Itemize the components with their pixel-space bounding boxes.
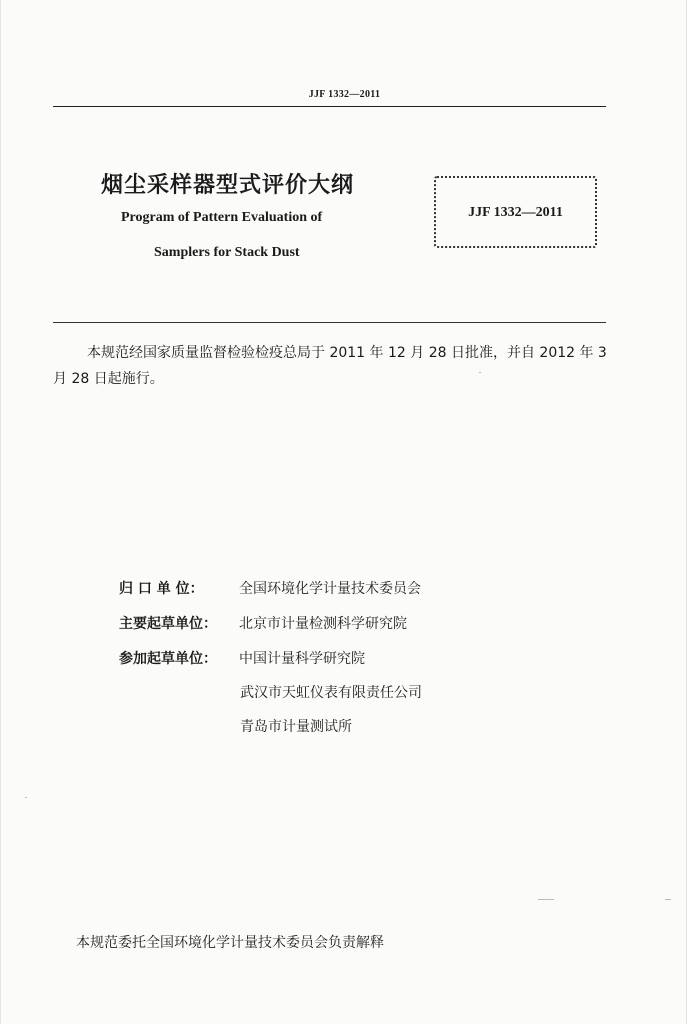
header-standard-code: JJF 1332—2011 <box>308 89 381 100</box>
responsible-unit-row <box>119 578 421 598</box>
document-title-english-line1: Program of Pattern Evaluation of <box>121 210 323 225</box>
main-drafting-unit-label: 主要起草单位： <box>119 616 217 632</box>
header-divider <box>53 106 606 107</box>
scan-speck <box>665 899 671 900</box>
document-title-chinese: 烟尘采样器型式评价大纲 <box>101 173 355 198</box>
responsible-unit-label: 归 口 单 位： <box>119 581 204 597</box>
scan-speck <box>538 899 554 900</box>
participating-unit-row <box>119 648 365 668</box>
title-divider <box>53 322 606 323</box>
scan-speck <box>479 372 481 373</box>
document-title-english-line2: Samplers for Stack Dust <box>154 245 300 260</box>
scan-speck <box>25 797 27 798</box>
participating-unit-value: 中国计量科学研究院 <box>239 651 365 667</box>
main-drafting-unit-value: 北京市计量检测科学研究院 <box>239 616 407 632</box>
participating-unit-value: 武汉市天虹仪表有限责任公司 <box>240 685 422 701</box>
main-drafting-unit-row <box>119 613 407 633</box>
interpretation-note: 本规范委托全国环境化学计量技术委员会负责解释 <box>76 935 384 951</box>
approval-statement: 本规范经国家质量监督检验检疫总局于 2011 年 12 月 28 日批准，并自 2012 年 3 月 28 日起施行。 <box>53 345 607 387</box>
standard-code-label: JJF 1332—2011 <box>468 205 563 220</box>
participating-unit-value: 青岛市计量测试所 <box>240 719 352 735</box>
responsible-unit-value: 全国环境化学计量技术委员会 <box>239 581 421 597</box>
participating-unit-label: 参加起草单位： <box>119 651 217 667</box>
